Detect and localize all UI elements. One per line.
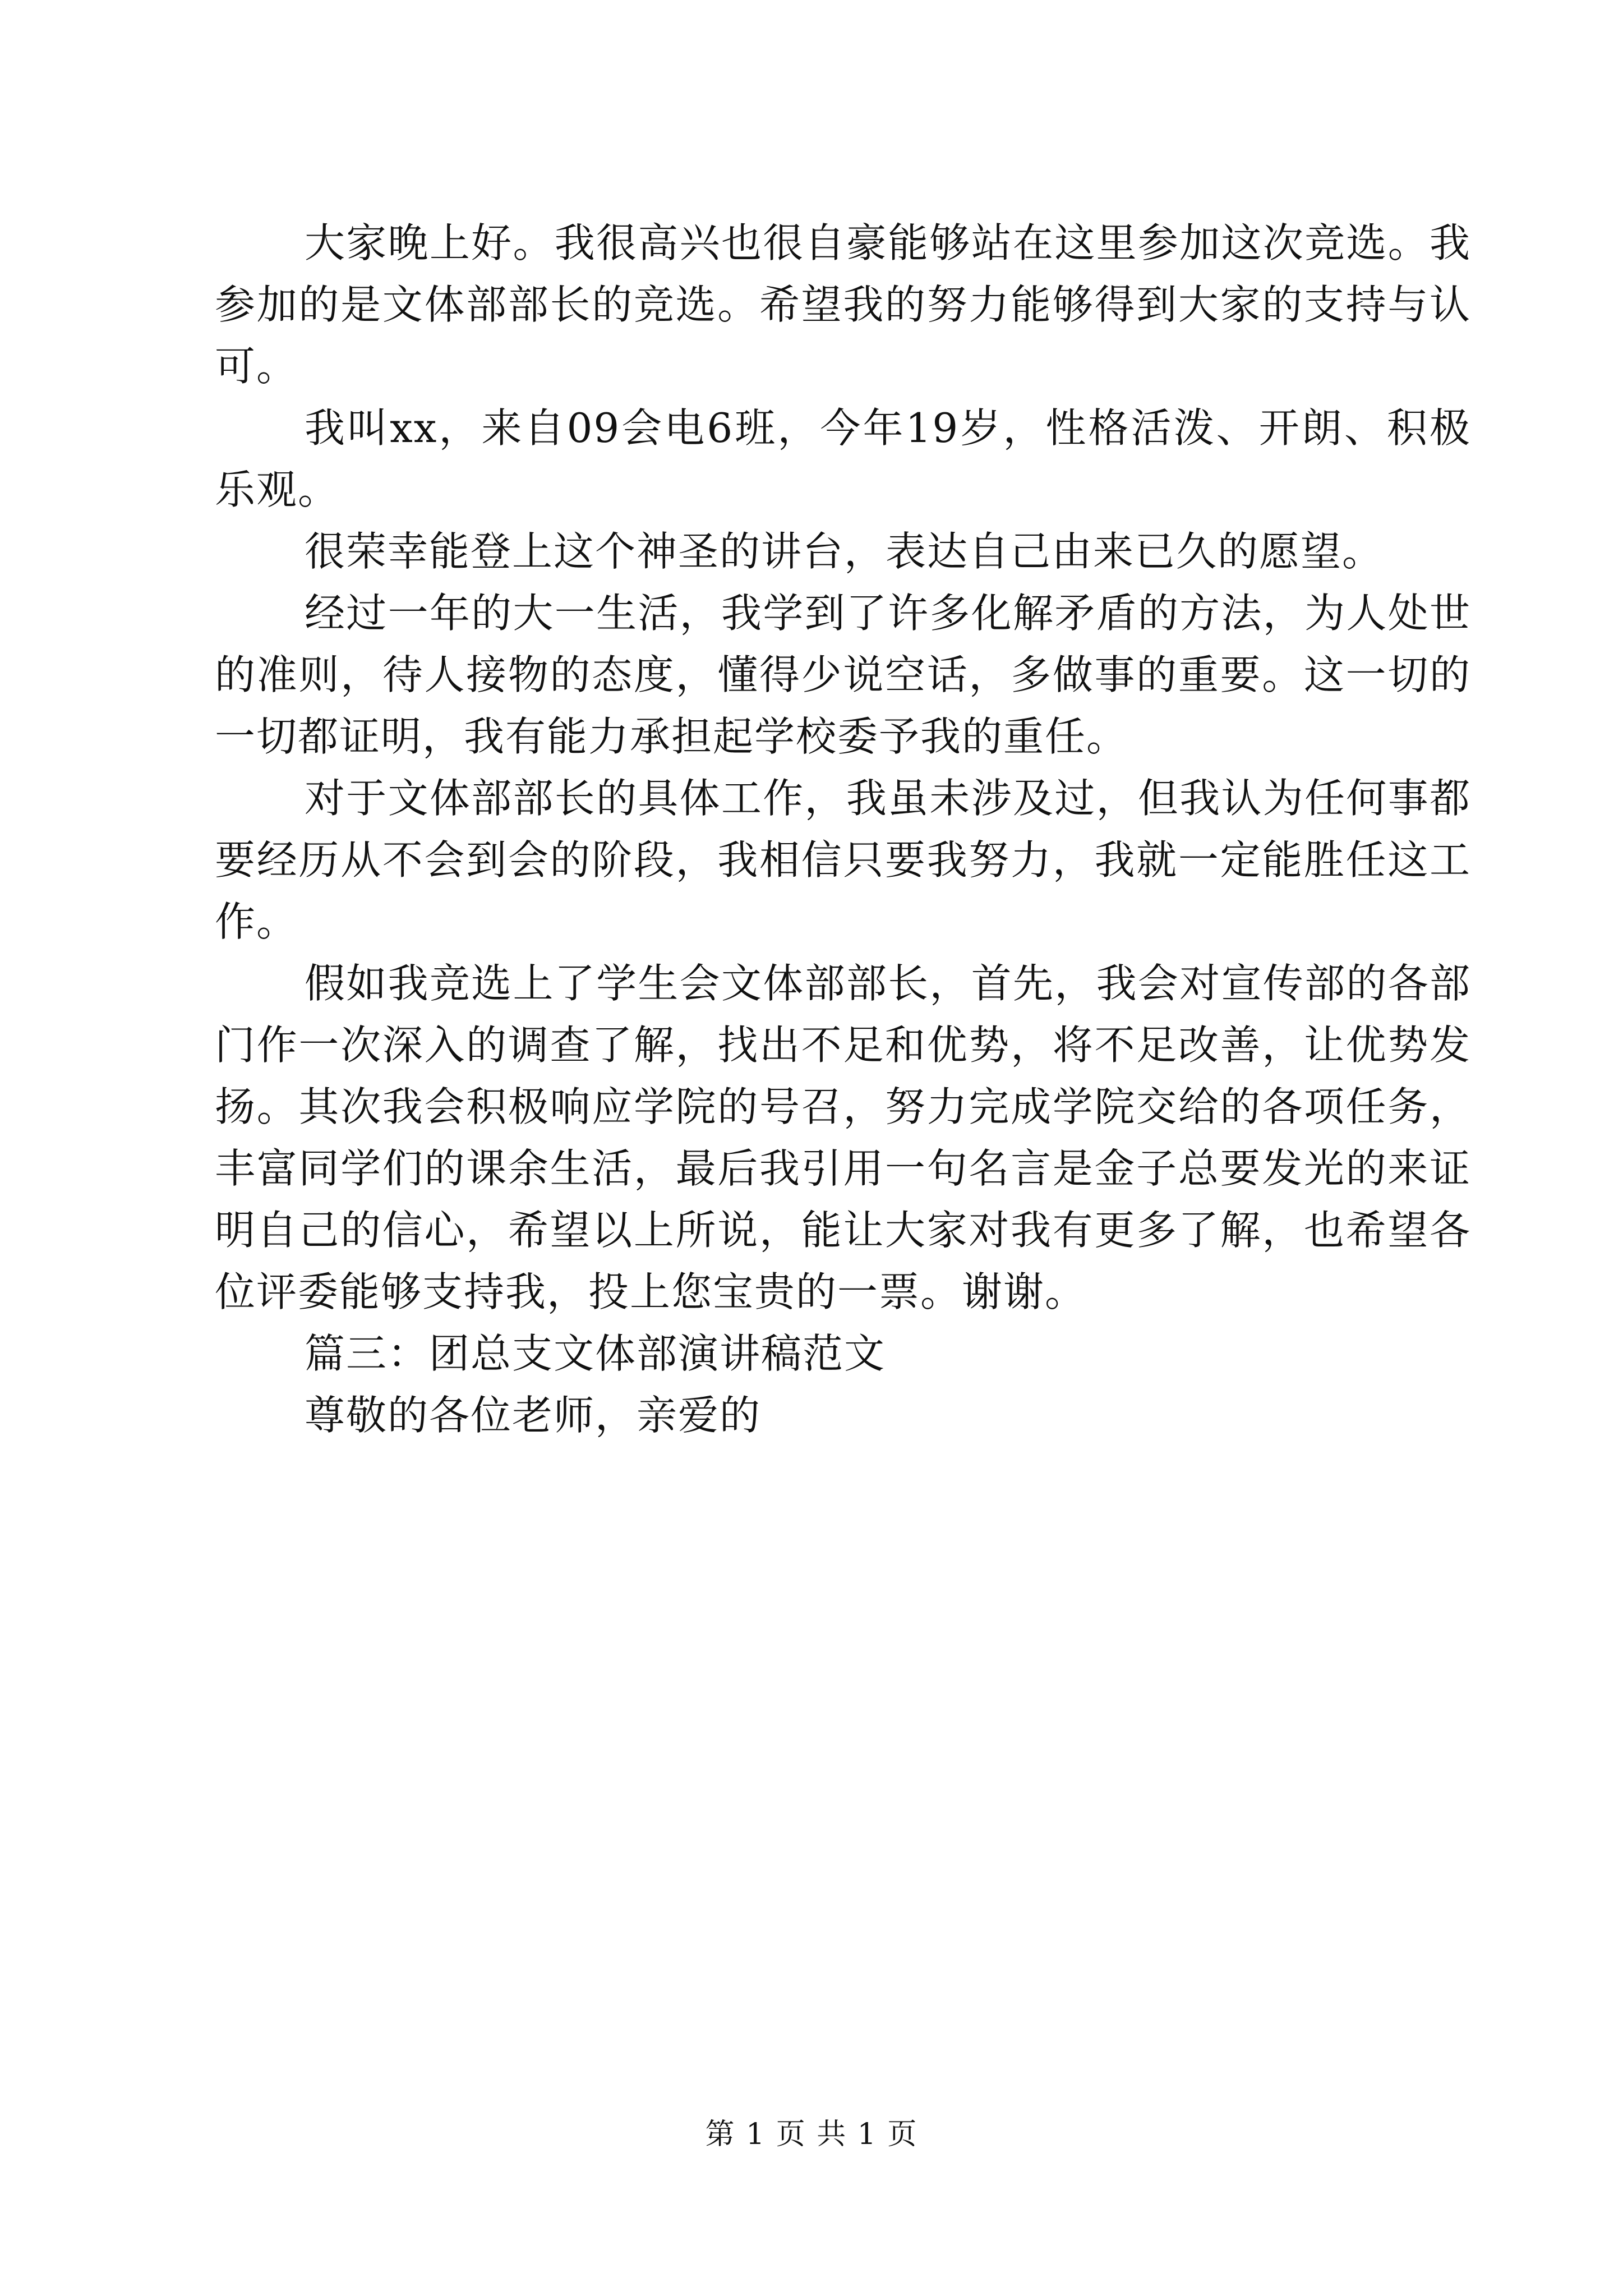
paragraph-work-attitude: 对于文体部部长的具体工作，我虽未涉及过，但我认为任何事都要经历从不会到会的阶段，我相信只要我努力，我就一定能胜任这工作。 xyxy=(215,775,1471,945)
section-heading: 篇三：团总支文体部演讲稿范文 xyxy=(305,1330,886,1377)
paragraph-greeting: 大家晚上好。我很高兴也很自豪能够站在这里参加这次竞选。我参加的是文体部部长的竞选。希望我的努力能够得到大家的支持与认可。 xyxy=(215,219,1471,390)
paragraph-experience: 经过一年的大一生活，我学到了许多化解矛盾的方法，为人处世的准则，待人接物的态度，懂得少说空话，多做事的重要。这一切的一切都证明，我有能力承担起学校委予我的重任。 xyxy=(215,590,1471,760)
paragraph-honor: 很荣幸能登上这个神圣的讲台，表达自己由来已久的愿望。 xyxy=(305,528,1384,575)
document-body xyxy=(215,212,1471,1446)
paragraph-salutation: 尊敬的各位老师，亲爱的 xyxy=(305,1392,762,1439)
page-footer: 第 1 页 共 1 页 xyxy=(705,2118,918,2151)
paragraph-plan: 假如我竞选上了学生会文体部部长，首先，我会对宣传部的各部门作一次深入的调查了解，找出不足和优势，将不足改善，让优势发扬。其次我会积极响应学院的号召，努力完成学院交给的各项任务，丰富同学们的课余生活，最后我引用一句名言是金子总要发光的来证明自己的信心，希望以上所说，能让大家对我有更多了解，也希望各位评委能够支持我，投上您宝贵的一票。谢谢。 xyxy=(215,960,1471,1315)
paragraph-self-intro: 我叫xx，来自09会电6班，今年19岁，性格活泼、开朗、积极乐观。 xyxy=(215,404,1471,513)
